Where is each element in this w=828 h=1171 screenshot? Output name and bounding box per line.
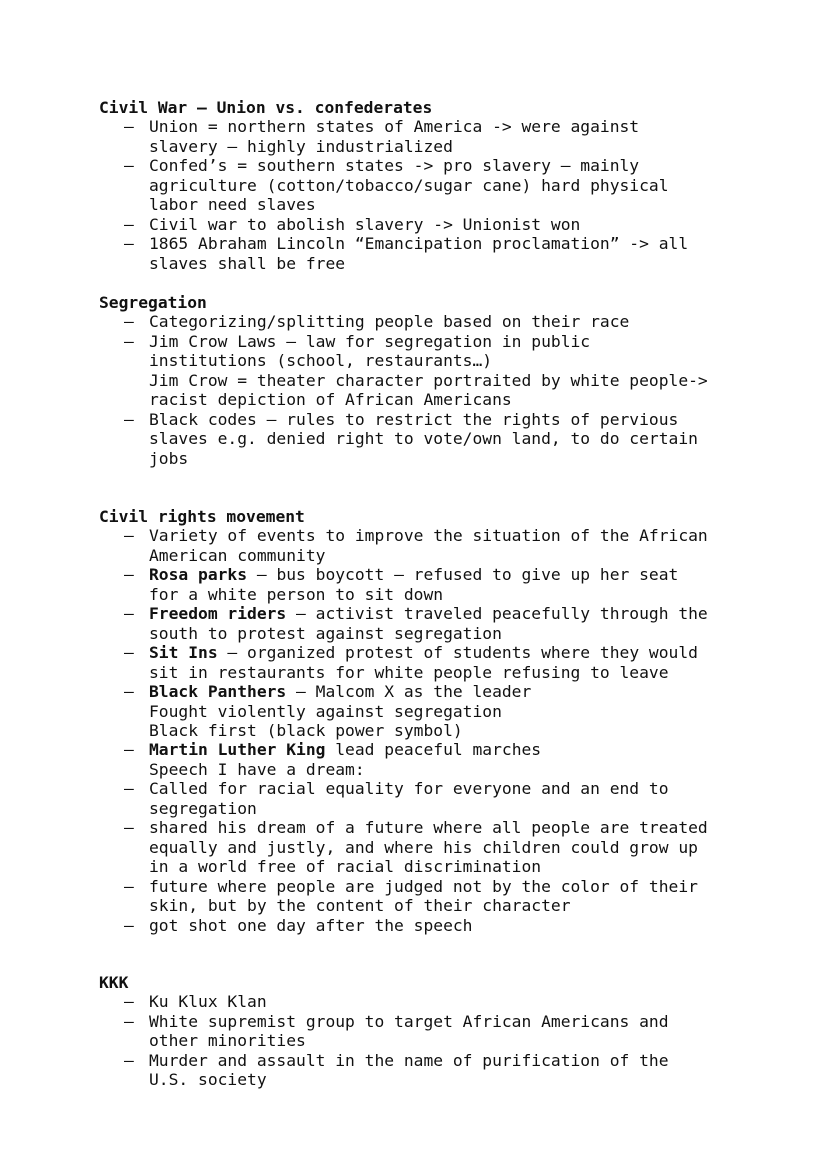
bullet-list	[99, 117, 799, 273]
line-text: skin, but by the content of their character	[149, 896, 571, 916]
text-line	[149, 721, 799, 740]
list-item	[99, 215, 799, 234]
section-kkk	[99, 973, 799, 1090]
line-text: U.S. society	[149, 1070, 267, 1090]
bold-term: Martin Luther King	[149, 740, 326, 760]
text-line	[149, 760, 799, 779]
line-text: Variety of events to improve the situation of the African	[149, 526, 708, 546]
line-text: in a world free of racial discrimination	[149, 857, 542, 877]
bullet-dash: –	[124, 312, 134, 332]
section-heading: Civil War – Union vs. confederates	[99, 98, 433, 117]
list-item	[99, 779, 799, 818]
text-line	[149, 254, 799, 273]
text-line	[149, 1012, 799, 1031]
list-item	[99, 156, 799, 214]
list-item	[99, 312, 799, 331]
bold-term: Rosa parks	[149, 565, 248, 585]
list-item	[99, 410, 799, 468]
line-text: 1865 Abraham Lincoln “Emancipation proclamation” -> all	[149, 234, 689, 254]
line-text: – organized protest of students where they would	[217, 643, 698, 663]
bullet-dash: –	[124, 643, 134, 663]
text-line	[149, 449, 799, 468]
text-line	[149, 565, 799, 584]
text-line	[149, 992, 799, 1011]
bullet-dash: –	[124, 331, 134, 351]
line-text: shared his dream of a future where all people are treated	[149, 818, 708, 838]
line-text: – activist traveled peacefully through the	[286, 604, 708, 624]
bullet-dash: –	[124, 565, 134, 585]
section-civil-rights-movement	[99, 507, 799, 935]
bullet-dash: –	[124, 409, 134, 429]
text-line	[149, 371, 799, 390]
text-line	[149, 818, 799, 837]
list-item	[99, 565, 799, 604]
line-text: segregation	[149, 798, 257, 818]
line-text: slavery – highly industrialized	[149, 136, 453, 156]
line-text: equally and justly, and where his children could grow up	[149, 837, 698, 857]
line-text: – Malcom X as the leader	[286, 682, 532, 702]
text-line	[149, 526, 799, 545]
line-text: Union = northern states of America -> were against	[149, 117, 640, 137]
line-text: Jim Crow Laws – law for segregation in public	[149, 331, 591, 351]
line-text: Categorizing/splitting people based on their race	[149, 312, 630, 332]
text-line	[149, 410, 799, 429]
line-text: Called for racial equality for everyone and an end to	[149, 779, 669, 799]
bullet-dash: –	[124, 1011, 134, 1031]
line-text: – bus boycott – refused to give up her seat	[247, 565, 679, 585]
bullet-dash: –	[124, 117, 134, 137]
text-line	[149, 215, 799, 234]
list-item	[99, 1051, 799, 1090]
text-line	[149, 585, 799, 604]
text-line	[149, 857, 799, 876]
line-text: sit in restaurants for white people refusing to leave	[149, 662, 669, 682]
bullet-dash: –	[124, 876, 134, 896]
bullet-dash: –	[124, 604, 134, 624]
section-heading: Civil rights movement	[99, 507, 305, 526]
text-line	[149, 176, 799, 195]
text-line	[149, 390, 799, 409]
section-civil-war	[99, 98, 799, 273]
text-line	[149, 117, 799, 136]
list-item	[99, 740, 799, 779]
text-line	[149, 877, 799, 896]
bullet-dash: –	[124, 1050, 134, 1070]
list-item	[99, 877, 799, 916]
line-text: got shot one day after the speech	[149, 915, 473, 935]
text-line	[149, 195, 799, 214]
bullet-dash: –	[124, 526, 134, 546]
bullet-list	[99, 526, 799, 935]
text-line	[149, 429, 799, 448]
list-item	[99, 643, 799, 682]
text-line	[149, 799, 799, 818]
line-text: institutions (school, restaurants…)	[149, 351, 493, 371]
text-line	[149, 546, 799, 565]
line-text: agriculture (cotton/tobacco/sugar cane) hard physical	[149, 175, 669, 195]
text-line	[149, 137, 799, 156]
bullet-dash: –	[124, 818, 134, 838]
bullet-list	[99, 312, 799, 468]
text-line	[149, 838, 799, 857]
line-text: American community	[149, 545, 326, 565]
line-text: Speech I have a dream:	[149, 759, 365, 779]
section-heading: Segregation	[99, 293, 207, 312]
line-text: racist depiction of African Americans	[149, 390, 512, 410]
line-text: Fought violently against segregation	[149, 701, 502, 721]
list-item	[99, 604, 799, 643]
list-item	[99, 234, 799, 273]
text-line	[149, 312, 799, 331]
line-text: Jim Crow = theater character portraited by white people->	[149, 370, 708, 390]
line-text: lead peaceful marches	[325, 740, 542, 760]
list-item	[99, 818, 799, 876]
section-heading: KKK	[99, 973, 129, 992]
list-item	[99, 117, 799, 156]
bullet-dash: –	[124, 234, 134, 254]
text-line	[149, 351, 799, 370]
line-text: Black first (black power symbol)	[149, 720, 463, 740]
bullet-dash: –	[124, 740, 134, 760]
list-item	[99, 916, 799, 935]
bold-term: Sit Ins	[149, 643, 218, 663]
text-line	[149, 779, 799, 798]
text-line	[149, 604, 799, 623]
line-text: other minorities	[149, 1031, 306, 1051]
bullet-dash: –	[124, 992, 134, 1012]
bold-term: Freedom riders	[149, 604, 287, 624]
text-line	[149, 682, 799, 701]
line-text: White supremist group to target African Americans and	[149, 1011, 669, 1031]
text-line	[149, 332, 799, 351]
text-line	[149, 1070, 799, 1089]
line-text: for a white person to sit down	[149, 584, 444, 604]
text-line	[149, 740, 799, 759]
list-item	[99, 682, 799, 740]
list-item	[99, 992, 799, 1011]
list-item	[99, 332, 799, 410]
bullet-dash: –	[124, 682, 134, 702]
section-segregation	[99, 293, 799, 468]
text-line	[149, 156, 799, 175]
line-text: Ku Klux Klan	[149, 992, 267, 1012]
line-text: slaves e.g. denied right to vote/own land, to do certain	[149, 429, 698, 449]
bullet-dash: –	[124, 915, 134, 935]
bullet-dash: –	[124, 156, 134, 176]
line-text: jobs	[149, 448, 189, 468]
line-text: Murder and assault in the name of purification of the	[149, 1050, 669, 1070]
bullet-dash: –	[124, 214, 134, 234]
line-text: Confed’s = southern states -> pro slavery – mainly	[149, 156, 640, 176]
line-text: slaves shall be free	[149, 253, 346, 273]
text-line	[149, 643, 799, 662]
list-item	[99, 1012, 799, 1051]
text-line	[149, 896, 799, 915]
text-line	[149, 1051, 799, 1070]
text-line	[149, 663, 799, 682]
line-text: future where people are judged not by the color of their	[149, 876, 698, 896]
line-text: Civil war to abolish slavery -> Unionist won	[149, 214, 581, 234]
text-line	[149, 624, 799, 643]
list-item	[99, 526, 799, 565]
text-line	[149, 916, 799, 935]
text-line	[149, 1031, 799, 1050]
bullet-dash: –	[124, 779, 134, 799]
line-text: south to protest against segregation	[149, 623, 502, 643]
text-line	[149, 702, 799, 721]
text-line	[149, 234, 799, 253]
bullet-list	[99, 992, 799, 1089]
line-text: Black codes – rules to restrict the rights of pervious	[149, 409, 679, 429]
bold-term: Black Panthers	[149, 682, 287, 702]
line-text: labor need slaves	[149, 195, 316, 215]
